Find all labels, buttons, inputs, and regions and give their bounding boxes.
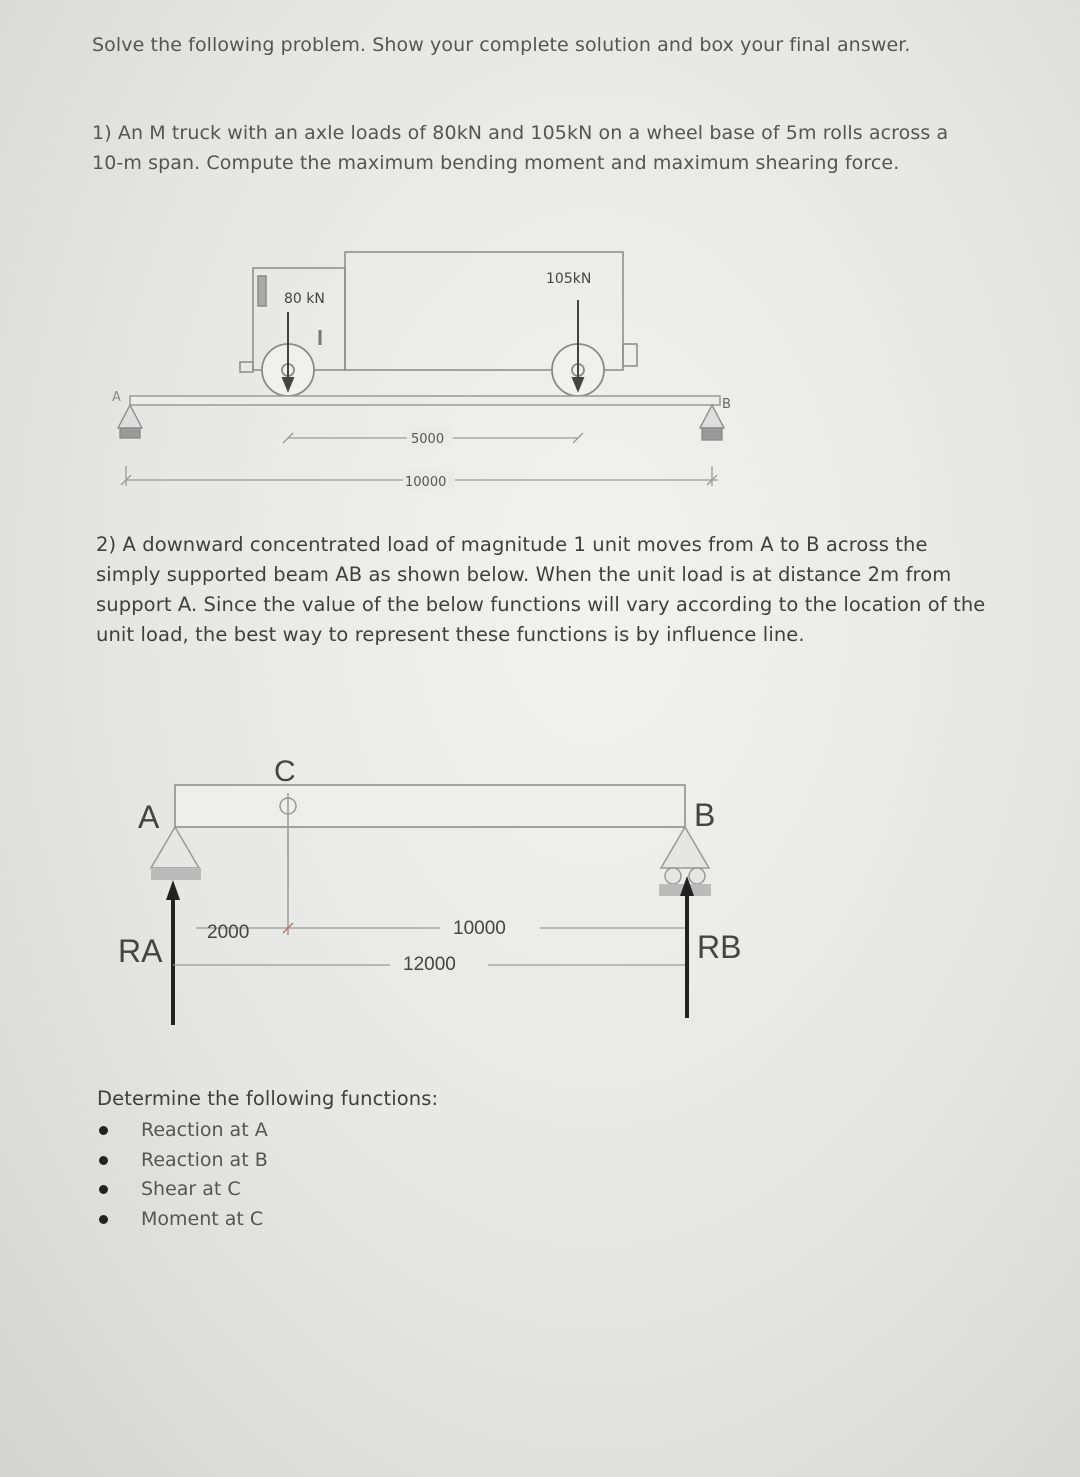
list-item-label: Reaction at B — [141, 1148, 268, 1171]
dim-span-1: 10000 — [405, 475, 447, 490]
dim-total: 12000 — [403, 954, 456, 975]
problem-1-text: 1) An M truck with an axle loads of 80kN and 105kN on a wheel base of 5m rolls across a 10-m span. Compute the maximum bending moment and maximum shearing force. — [92, 122, 949, 174]
list-item-label: Shear at C — [141, 1178, 241, 1200]
determine-heading: Determine the following functions: — [97, 1087, 439, 1110]
list-item-label: Reaction at A — [141, 1119, 268, 1141]
reaction-arrow-ra — [166, 880, 180, 1025]
label-b: B — [694, 797, 716, 833]
bullet-icon — [99, 1156, 108, 1165]
support-label-b-1: B — [722, 397, 731, 412]
problem-2-text: 2) A downward concentrated load of magnitude 1 unit moves from A to B across the simply supported beam AB as shown below. When the unit load is at distance 2m from support A. Since the value of the below functions will vary according to the location of the unit load, the best way to represent these functions is by influence line. — [96, 533, 986, 646]
label-rb: RB — [697, 929, 742, 965]
bullet-icon — [99, 1185, 108, 1194]
intro-text: Solve the following problem. Show your complete solution and box your final answer. — [92, 34, 911, 56]
list-item — [95, 1146, 268, 1176]
load-label-rear: 105kN — [546, 271, 592, 287]
label-a: A — [138, 799, 160, 835]
label-ra: RA — [118, 933, 163, 969]
list-item-label: Moment at C — [141, 1207, 264, 1230]
reaction-arrow-rb — [680, 876, 694, 1018]
list-item — [95, 1116, 268, 1146]
list-item — [95, 1175, 268, 1205]
determine-list — [95, 1116, 268, 1234]
list-item — [95, 1205, 268, 1235]
bullet-icon — [99, 1126, 108, 1135]
load-label-front: 80 kN — [284, 291, 325, 307]
label-c: C — [274, 755, 296, 788]
dim-cb: 10000 — [453, 918, 506, 939]
support-label-a-1: A — [112, 390, 121, 405]
beam-2 — [175, 785, 685, 827]
dim-ac: 2000 — [207, 922, 250, 943]
dim-wheelbase: 5000 — [411, 432, 445, 447]
bullet-icon — [99, 1215, 108, 1224]
